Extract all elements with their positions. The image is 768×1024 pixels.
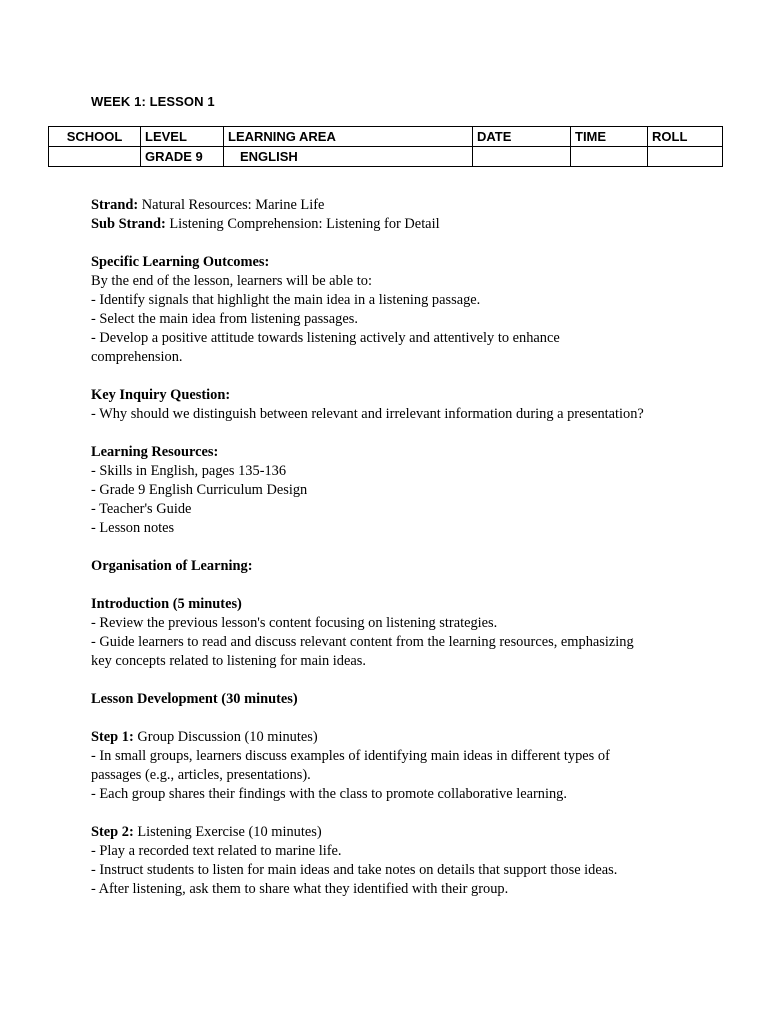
list-item: - Develop a positive attitude towards listening actively and attentively to enhance — [91, 330, 560, 346]
list-item: - Teacher's Guide — [91, 501, 192, 517]
strand-line — [91, 196, 691, 215]
list-item: key concepts related to listening for main ideas. — [91, 653, 366, 669]
list-item: - Each group shares their findings with the class to promote collaborative learning. — [91, 786, 567, 802]
resources-heading: Learning Resources: — [91, 444, 219, 460]
table-row — [49, 147, 723, 167]
step2-line — [91, 823, 691, 842]
organisation-heading: Organisation of Learning: — [91, 558, 253, 574]
header-learning-area: LEARNING AREA — [224, 127, 473, 147]
header-time: TIME — [571, 127, 648, 147]
list-item: - Grade 9 English Curriculum Design — [91, 482, 308, 498]
list-item: - Play a recorded text related to marine life. — [91, 843, 342, 859]
step2-title: Listening Exercise (10 minutes) — [133, 824, 322, 840]
strand-label: Strand: — [91, 197, 139, 213]
cell-learning-area: ENGLISH — [224, 147, 473, 167]
list-item: - Identify signals that highlight the main idea in a listening passage. — [91, 292, 481, 308]
list-item: - In small groups, learners discuss examples of identifying main ideas in different types of — [91, 748, 610, 764]
cell-date — [473, 147, 571, 167]
cell-school — [49, 147, 141, 167]
header-school: SCHOOL — [49, 127, 141, 147]
header-date: DATE — [473, 127, 571, 147]
outcomes-heading: Specific Learning Outcomes: — [91, 254, 270, 270]
inquiry-heading: Key Inquiry Question: — [91, 387, 231, 403]
cell-time — [571, 147, 648, 167]
cell-level: GRADE 9 — [141, 147, 224, 167]
list-item: passages (e.g., articles, presentations). — [91, 767, 311, 783]
sub-strand-label: Sub Strand: — [91, 216, 166, 232]
step2-label: Step 2: — [91, 824, 134, 840]
introduction-heading: Introduction (5 minutes) — [91, 596, 242, 612]
step1-title: Group Discussion (10 minutes) — [133, 729, 318, 745]
list-item: - Guide learners to read and discuss relevant content from the learning resources, emphasizing — [91, 634, 634, 650]
list-item: comprehension. — [91, 349, 183, 365]
week-lesson-title: WEEK 1: LESSON 1 — [91, 94, 215, 109]
lesson-info-table — [48, 126, 723, 167]
list-item: - Why should we distinguish between relevant and irrelevant information during a presentation? — [91, 406, 644, 422]
header-roll: ROLL — [648, 127, 723, 147]
outcomes-intro: By the end of the lesson, learners will be able to: — [91, 273, 372, 289]
header-level: LEVEL — [141, 127, 224, 147]
sub-strand-line — [91, 215, 691, 234]
sub-strand-value: Listening Comprehension: Listening for Detail — [165, 216, 440, 232]
step1-label: Step 1: — [91, 729, 134, 745]
list-item: - Lesson notes — [91, 520, 175, 536]
list-item: - After listening, ask them to share what they identified with their group. — [91, 881, 509, 897]
table-header-row — [49, 127, 723, 147]
development-heading: Lesson Development (30 minutes) — [91, 691, 298, 707]
list-item: - Skills in English, pages 135-136 — [91, 463, 287, 479]
list-item: - Instruct students to listen for main ideas and take notes on details that support those ideas. — [91, 862, 618, 878]
step1-line — [91, 728, 691, 747]
list-item: - Select the main idea from listening passages. — [91, 311, 358, 327]
cell-roll — [648, 147, 723, 167]
lesson-content — [91, 196, 691, 899]
list-item: - Review the previous lesson's content focusing on listening strategies. — [91, 615, 498, 631]
strand-value: Natural Resources: Marine Life — [138, 197, 325, 213]
